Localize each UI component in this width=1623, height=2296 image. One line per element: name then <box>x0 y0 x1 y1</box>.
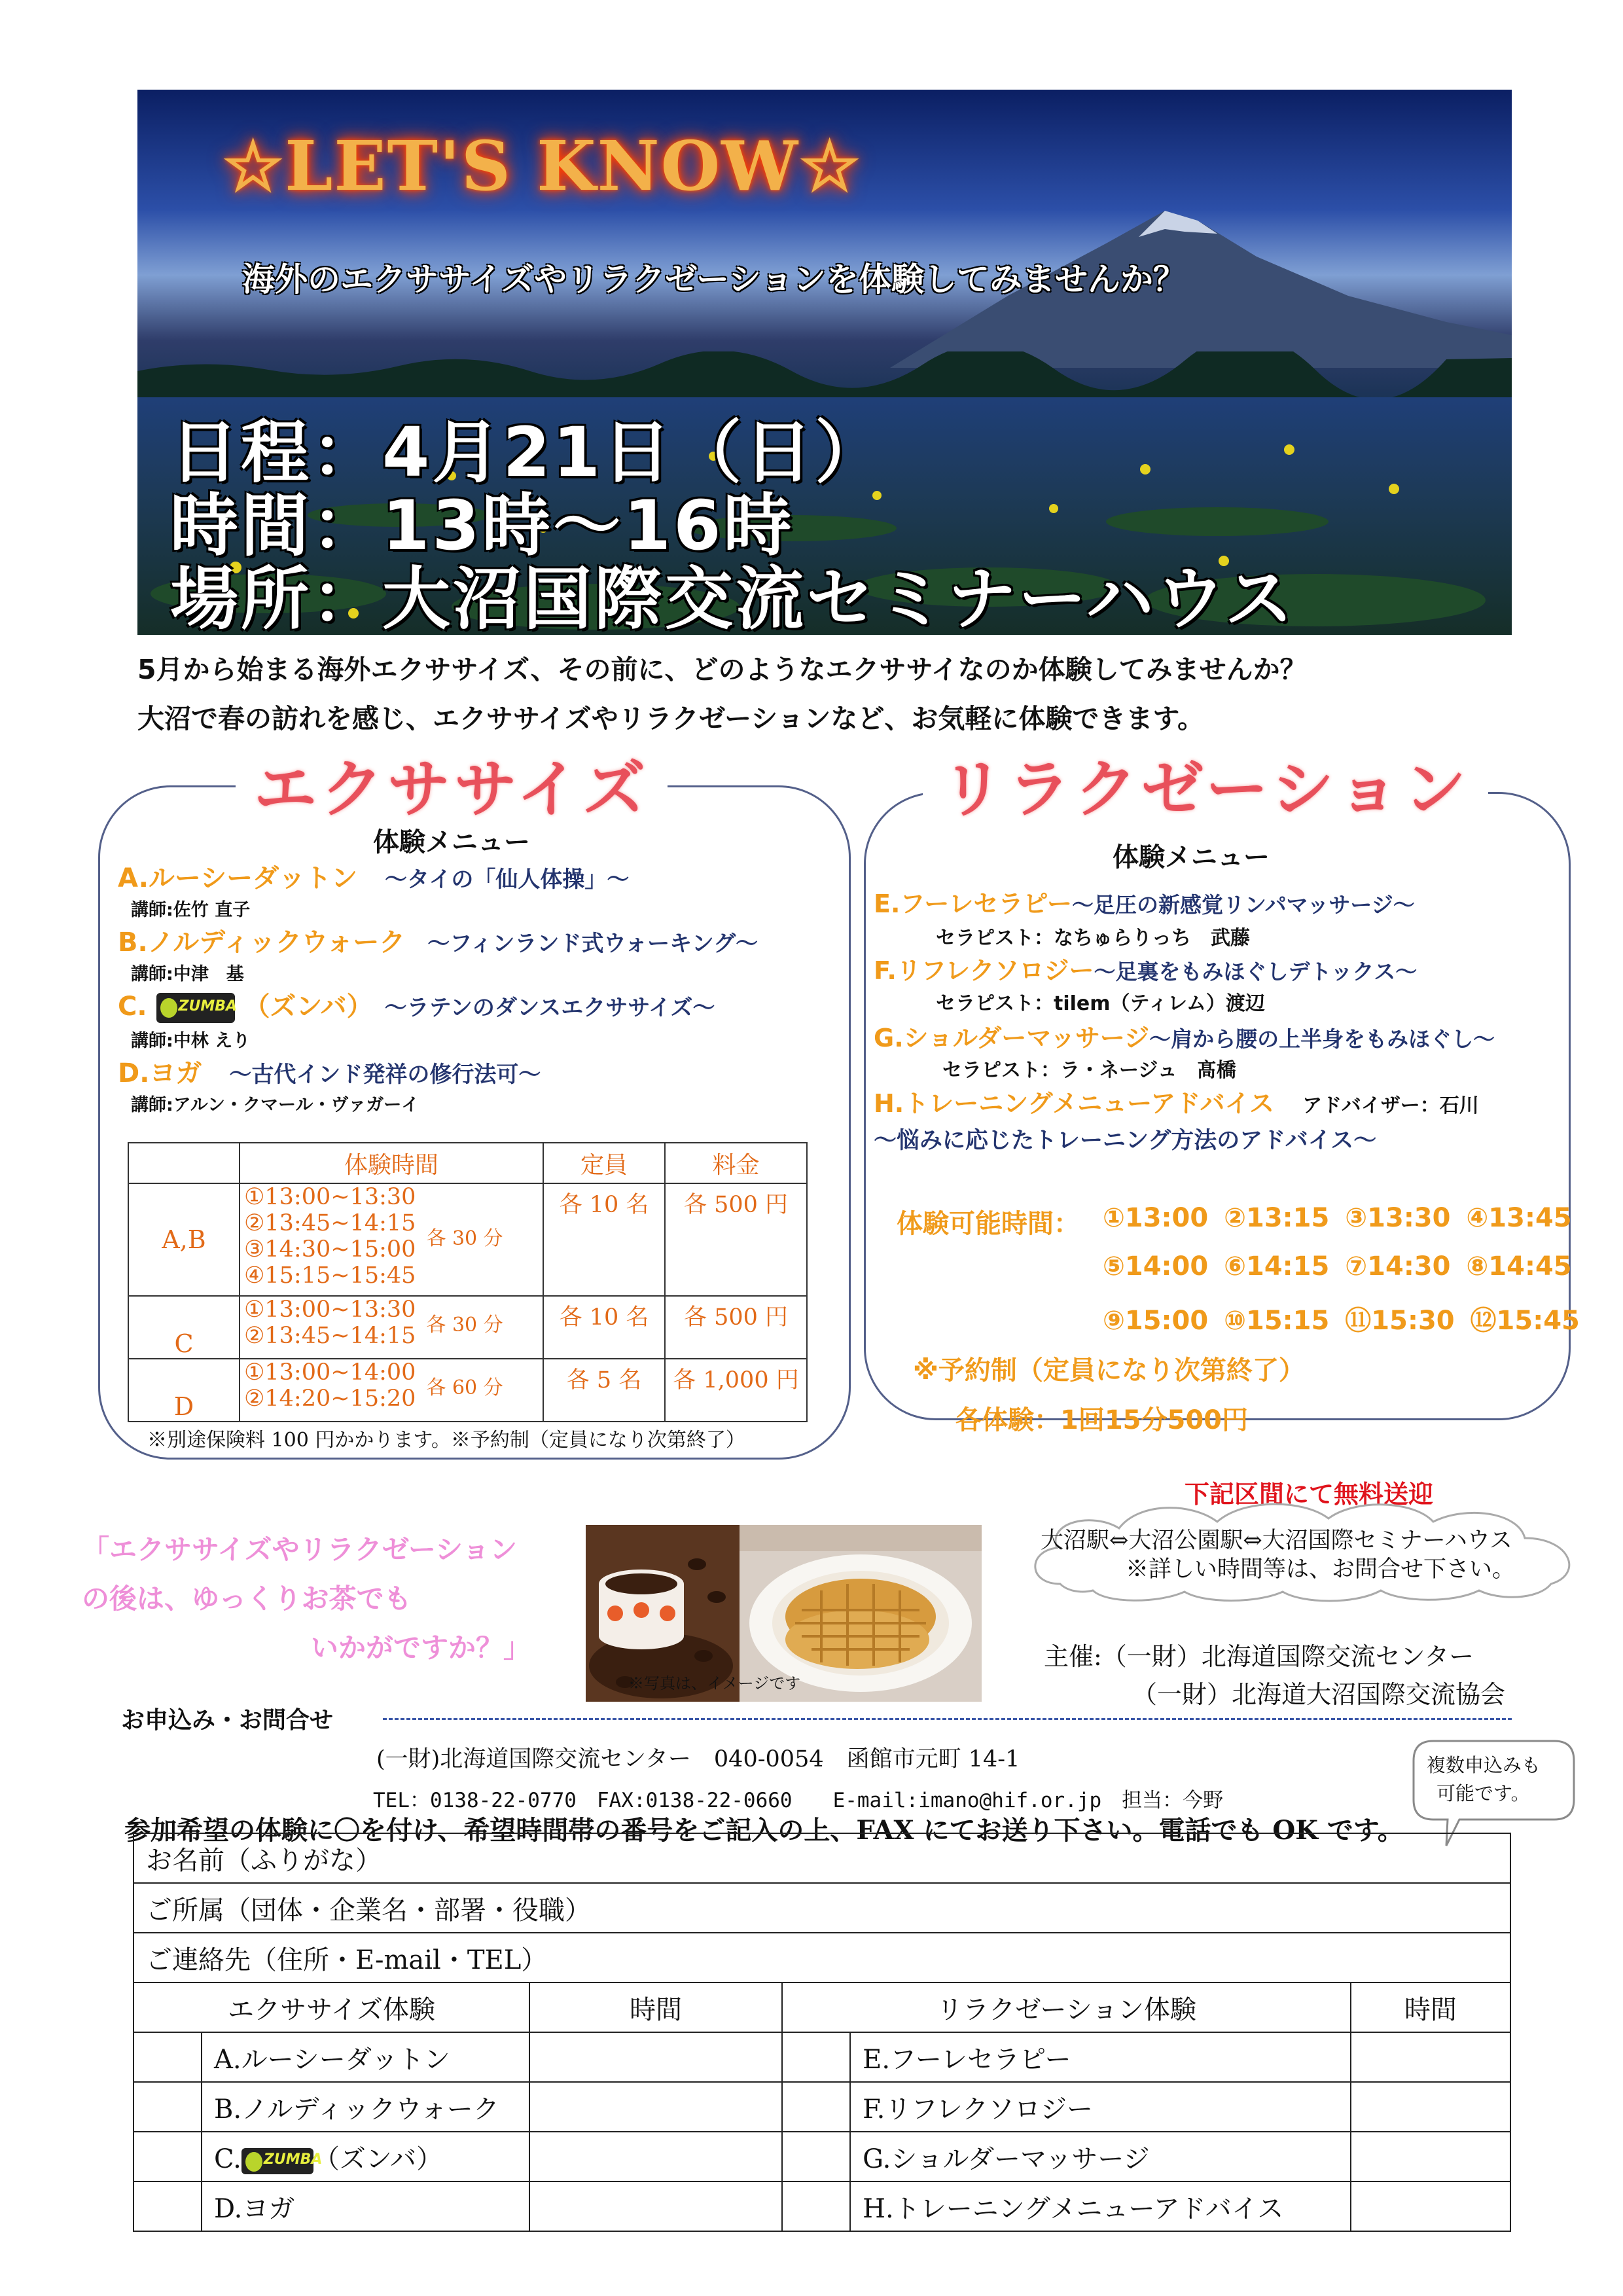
form-header-row <box>134 1982 1510 2032</box>
form-header-exercise: エクササイズ体験 <box>134 1982 529 2032</box>
duration: 各 30 分 <box>426 1314 503 1336</box>
schedule-row-ab <box>128 1183 807 1296</box>
form-c-suffix: （ズンバ） <box>313 2144 443 2174</box>
schedule-group-label: D <box>128 1359 240 1422</box>
slot: ⑧14:45 <box>1466 1251 1572 1282</box>
form-check-ex[interactable] <box>134 2082 202 2132</box>
zumba-logo <box>156 993 238 1023</box>
slot: ②13:15 <box>1224 1203 1330 1233</box>
form-instruction: 参加希望の体験に〇を付け、希望時間帯の番号をご記入の上、FAX にてお送り下さい。電話でも OK です。 <box>124 1815 1404 1846</box>
exercise-d-tagline: ～古代インド発祥の修行法可～ <box>229 1062 541 1088</box>
relax-g-name: G.ショルダーマッサージ <box>874 1024 1150 1052</box>
shuttle-note: ※詳しい時間等は、お問合せ下さい。 <box>1126 1556 1516 1583</box>
contact-heading: お申込み・お問合せ <box>121 1707 334 1734</box>
exercise-c-suffix: （ズンバ） <box>243 992 373 1022</box>
form-row-4 <box>134 2181 1510 2231</box>
slot: ⑨15:00 <box>1103 1306 1209 1336</box>
form-c-prefix: C. <box>214 2144 241 2174</box>
slots-row-2 <box>1103 1251 1572 1282</box>
form-header-relax: リラクゼーション体験 <box>782 1982 1351 2032</box>
contact-phone: TEL：0138-22-0770 FAX:0138-22-0660 E-mail:imano@hif.or.jp 担当：今野 <box>373 1789 1224 1812</box>
form-rx-time[interactable] <box>1351 2132 1510 2181</box>
form-rx-label: F.リフレクソロジー <box>850 2082 1351 2132</box>
form-ex-time[interactable] <box>529 2132 782 2181</box>
form-ex-time[interactable] <box>529 2032 782 2082</box>
zumba-logo-text: ZUMBA <box>178 998 238 1014</box>
slot: ⑩15:15 <box>1224 1306 1330 1336</box>
form-affiliation-field[interactable]: ご所属（団体・企業名・部署・役職） <box>134 1883 1510 1933</box>
contact-address: (一財)北海道国際交流センター 040-0054 函館市元町 14-1 <box>376 1746 1020 1772</box>
slot: ⑫15:45 <box>1470 1306 1580 1336</box>
schedule-fee: 各 500 円 <box>665 1296 807 1359</box>
relax-f-name: F.リフレクソロジー <box>874 956 1094 985</box>
relax-h-tagline <box>874 1122 1376 1155</box>
exercise-item-b <box>118 922 758 959</box>
schedule-fee: 各 500 円 <box>665 1183 807 1296</box>
schedule-header-time: 体験時間 <box>240 1143 543 1183</box>
schedule-row-c <box>128 1296 807 1359</box>
form-rx-label: H.トレーニングメニューアドバイス <box>850 2181 1351 2231</box>
form-ex-time[interactable] <box>529 2181 782 2231</box>
zumba-logo-text: ZUMBA <box>263 2151 323 2168</box>
photo-note: ※写真は、イメージです <box>628 1674 801 1693</box>
relax-h-advisor: アドバイザー：石川 <box>1302 1094 1479 1117</box>
form-header-ex-time: 時間 <box>529 1982 782 2032</box>
time-slot: ①13:00~14:00 <box>244 1359 416 1386</box>
slot: ⑦14:30 <box>1345 1251 1451 1282</box>
exercise-heading: エクササイズ <box>236 740 668 829</box>
exercise-item-c <box>118 986 715 1023</box>
schedule-fee: 各 1,000 円 <box>665 1359 807 1422</box>
exercise-b-tagline: ～フィンランド式ウォーキング～ <box>427 931 758 957</box>
relax-g-tagline: ～肩から腰の上半身をもみほぐし～ <box>1149 1026 1495 1052</box>
treeline <box>137 351 1512 397</box>
schedule-group-label: A,B <box>128 1183 240 1296</box>
duration: 各 60 分 <box>426 1376 503 1399</box>
relax-item-h <box>874 1083 1479 1119</box>
exercise-a-name: A.ルーシーダットン <box>118 863 358 893</box>
exercise-b-lecturer: 講師:中津 基 <box>131 964 244 984</box>
form-affiliation-row <box>134 1883 1510 1933</box>
schedule-capacity: 各 10 名 <box>543 1183 665 1296</box>
schedule-times <box>240 1359 543 1422</box>
reservation-note: ※予約制（定員になり次第終了） <box>913 1355 1305 1386</box>
tea-line-2: の後は、ゆっくりお茶でも <box>82 1583 412 1615</box>
exercise-c-tagline: ～ラテンのダンスエクササイズ～ <box>384 995 715 1021</box>
relax-h-tagline-text: ～悩みに応じたトレーニング方法のアドバイス～ <box>874 1128 1377 1154</box>
form-ex-time[interactable] <box>529 2082 782 2132</box>
schedule-capacity: 各 10 名 <box>543 1296 665 1359</box>
relax-g-therapist: セラピスト：ラ・ネージュ 髙橋 <box>942 1059 1236 1082</box>
intro-line-2: 大沼で春の訪れを感じ、エクササイズやリラクゼーションなど、お気軽に体験できます。 <box>137 703 1205 734</box>
form-rx-label: G.ショルダーマッサージ <box>850 2132 1351 2181</box>
form-name-row <box>134 1833 1510 1883</box>
slot: ④13:45 <box>1466 1203 1572 1233</box>
form-row-1 <box>134 2032 1510 2082</box>
schedule-times <box>240 1183 543 1296</box>
schedule-header-blank <box>128 1143 240 1183</box>
slot: ⑪15:30 <box>1345 1306 1455 1336</box>
event-time: 時間：13時～16時 <box>170 486 794 565</box>
shuttle-route: 大沼駅⇔大沼公園駅⇔大沼国際セミナーハウス <box>1041 1528 1512 1554</box>
zumba-logo <box>241 2148 323 2174</box>
form-name-field[interactable]: お名前（ふりがな） <box>134 1833 1510 1883</box>
duration: 各 30 分 <box>426 1227 503 1250</box>
relax-h-name: H.トレーニングメニューアドバイス <box>874 1089 1275 1118</box>
shuttle-title: 下記区間にて無料送迎 <box>1185 1480 1434 1509</box>
slots-row-1 <box>1103 1203 1572 1233</box>
schedule-note: ※別途保険料 100 円かかります。※予約制（定員になり次第終了） <box>147 1429 745 1452</box>
tea-line-1: 「エクササイズやリラクゼーション <box>82 1534 518 1566</box>
form-contact-row <box>134 1933 1510 1982</box>
schedule-header-fee: 料金 <box>665 1143 807 1183</box>
exercise-c-lecturer: 講師:中林 えり <box>131 1031 251 1051</box>
time-slot: ②13:45~14:15 <box>244 1210 416 1236</box>
schedule-group-label: C <box>128 1296 240 1359</box>
time-slot: ②13:45~14:15 <box>244 1323 416 1349</box>
time-slot: ①13:00~13:30 <box>244 1184 416 1210</box>
relax-e-name: E.フーレセラピー <box>874 889 1072 918</box>
organizer-2: （一財）北海道大沼国際交流協会 <box>1132 1680 1506 1709</box>
schedule-times <box>240 1296 543 1359</box>
form-ex-label <box>202 2132 529 2181</box>
event-date: 日程：4月21日（日） <box>170 412 886 492</box>
exercise-d-name: D.ヨガ <box>118 1058 202 1088</box>
relax-item-e <box>874 884 1415 920</box>
exercise-item-d <box>118 1052 541 1090</box>
form-rx-time[interactable] <box>1351 2032 1510 2082</box>
form-check-ex[interactable] <box>134 2181 202 2231</box>
relax-item-f <box>874 950 1417 986</box>
slot: ①13:00 <box>1103 1203 1209 1233</box>
intro-line-1: 5月から始まる海外エクササイズ、その前に、どのようなエクササイなのか体験してみませんか？ <box>137 654 1307 685</box>
exercise-b-name: B.ノルディックウォーク <box>118 927 406 958</box>
schedule-row-d <box>128 1359 807 1422</box>
form-check-ex[interactable] <box>134 2132 202 2181</box>
relax-e-therapist: セラピスト：なちゅらりっち 武藤 <box>936 927 1250 950</box>
form-check-rx[interactable] <box>782 2132 850 2181</box>
form-ex-label: D.ヨガ <box>202 2181 529 2231</box>
relax-item-g <box>874 1018 1495 1054</box>
form-check-rx[interactable] <box>782 2181 850 2231</box>
relax-e-tagline: ～足圧の新感覚リンパマッサージ～ <box>1071 892 1415 918</box>
form-rx-label: E.フーレセラピー <box>850 2032 1351 2082</box>
schedule-header-row <box>128 1143 807 1183</box>
form-rx-time[interactable] <box>1351 2181 1510 2231</box>
event-place: 場所：大沼国際交流セミナーハウス <box>170 559 1296 635</box>
exercise-item-a <box>118 857 629 895</box>
bubble-line-1: 複数申込みも <box>1427 1754 1541 1776</box>
time-slot: ①13:00~13:30 <box>244 1297 416 1323</box>
bubble-line-2: 可能です。 <box>1436 1782 1530 1804</box>
hero-subtitle: 海外のエクササイズやリラクゼーションを体験してみませんか？ <box>242 260 1186 298</box>
organizer-1: 主催:（一財）北海道国際交流センター <box>1044 1642 1474 1671</box>
relaxation-heading: リラクゼーション <box>923 740 1488 829</box>
form-rx-time[interactable] <box>1351 2082 1510 2132</box>
relaxation-menu-title: 体験メニュー <box>1113 842 1270 872</box>
schedule-capacity: 各 5 名 <box>543 1359 665 1422</box>
form-row-2 <box>134 2082 1510 2132</box>
tea-line-3: いかがですか？」 <box>311 1632 531 1664</box>
form-check-ex[interactable] <box>134 2032 202 2082</box>
contact-divider <box>383 1718 1512 1720</box>
form-ex-label: B.ノルディックウォーク <box>202 2082 529 2132</box>
form-check-rx[interactable] <box>782 2032 850 2082</box>
hero-banner <box>137 90 1512 635</box>
price-note: 各体験：1回15分500円 <box>955 1405 1248 1435</box>
form-contact-field[interactable]: ご連絡先（住所・E-mail・TEL） <box>134 1933 1510 1982</box>
time-slot: ②14:20~15:20 <box>244 1386 416 1412</box>
time-slot: ④15:15~15:45 <box>244 1263 416 1289</box>
form-header-rx-time: 時間 <box>1351 1982 1510 2032</box>
exercise-a-lecturer: 講師:佐竹 直子 <box>131 900 251 920</box>
hero-title: ☆LET'S KNOW☆ <box>223 126 862 206</box>
slot: ③13:30 <box>1345 1203 1451 1233</box>
slot: ⑥14:15 <box>1224 1251 1330 1282</box>
form-row-3 <box>134 2132 1510 2181</box>
form-ex-label: A.ルーシーダットン <box>202 2032 529 2082</box>
application-form <box>133 1833 1511 2232</box>
exercise-schedule-table <box>128 1142 808 1422</box>
slot: ⑤14:00 <box>1103 1251 1209 1282</box>
time-slot: ③14:30~15:00 <box>244 1236 416 1263</box>
exercise-a-tagline: ～タイの「仙人体操」～ <box>385 867 630 893</box>
form-check-rx[interactable] <box>782 2082 850 2132</box>
relax-f-therapist: セラピスト：tilem（ティレム）渡辺 <box>936 992 1265 1015</box>
exercise-c-prefix: C. <box>118 992 147 1022</box>
schedule-header-capacity: 定員 <box>543 1143 665 1183</box>
slots-row-3 <box>1103 1300 1580 1337</box>
exercise-menu-title: 体験メニュー <box>373 827 530 857</box>
exercise-d-lecturer: 講師:アルン・クマール・ヴァガーイ <box>131 1095 419 1115</box>
slots-label: 体験可能時間： <box>897 1209 1080 1239</box>
relax-f-tagline: ～足裏をもみほぐしデトックス～ <box>1094 959 1418 984</box>
